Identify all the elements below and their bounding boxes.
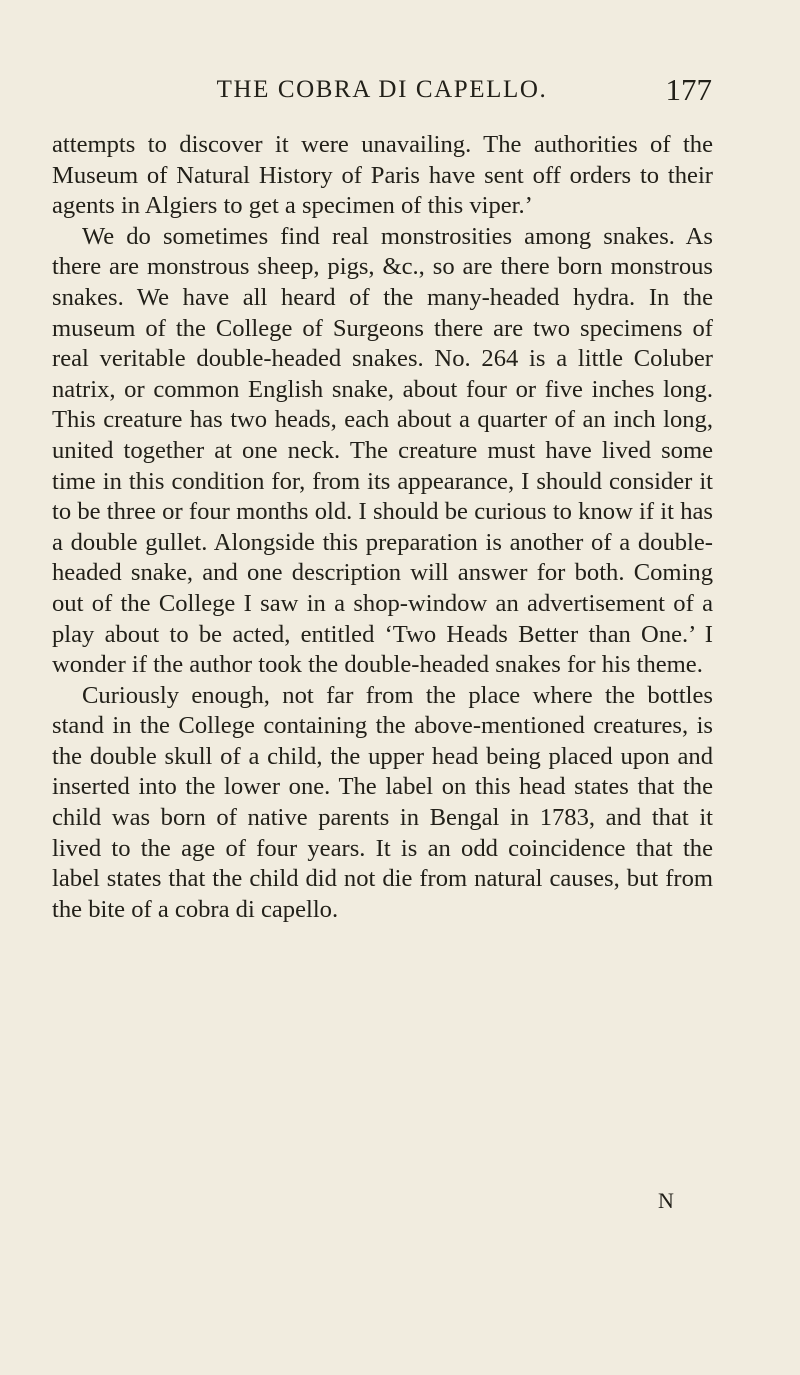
page-header — [52, 72, 712, 112]
running-title: THE COBRA DI CAPELLO. — [216, 76, 548, 103]
paragraph-2: We do sometimes find real monstrosities among snakes. As there are monstrous sheep, pigs, &c., so are there born monstrous snakes. We have all heard of the many-headed hydra. In the museum of the College of Surgeons there are two specimens of real veritable double-headed snakes. No. 264 is a little Coluber natrix, or common English snake, about four or five inches long. This creature has two heads, each about a quarter of an inch long, united together at one neck. The creature must have lived some time in this condition for, from its appearance, I should consider it to be three or four months old. I should be curious to know if it has a double gullet. Alongside this preparation is another of a double-headed snake, and one description will answer for both. Coming out of the College I saw in a shop-window an advertisement of a play about to be acted, entitled ‘Two Heads Better than One.’ I wonder if the author took the double-headed snakes for his theme. — [52, 222, 713, 679]
paragraph-3: Curiously enough, not far from the place where the bottles stand in the College containing the above-mentioned creatures, is the double skull of a child, the upper head being placed upon and inserted into the lower one. The label on this head states that the child was born of native parents in Bengal in 1783, and that it lived to the age of four years. It is an odd coincidence that the label states that the child did not die from natural causes, but from the bite of a cobra di capello. — [52, 681, 713, 923]
body-text — [52, 130, 713, 925]
paragraph-1: attempts to discover it were unavailing. The authorities of the Museum of Natural History of Paris have sent off orders to their agents in Algiers to get a specimen of this viper.’ — [52, 131, 713, 220]
page-number: 177 — [665, 72, 712, 107]
signature-mark: N — [658, 1188, 674, 1213]
